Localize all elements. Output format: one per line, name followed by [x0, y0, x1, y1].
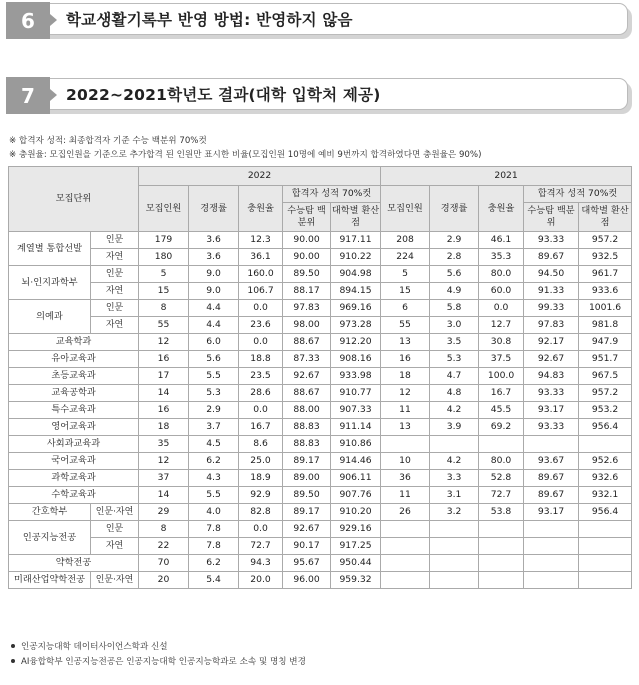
- value-cell: 967.5: [579, 368, 632, 385]
- value-cell: 46.1: [479, 232, 524, 249]
- value-cell: 94.50: [524, 266, 579, 283]
- value-cell: 20.0: [239, 572, 283, 589]
- value-cell: 37: [139, 470, 189, 487]
- value-cell: 23.5: [239, 368, 283, 385]
- value-cell: 12: [381, 385, 430, 402]
- value-cell: 18.9: [239, 470, 283, 487]
- value-cell: 16.7: [479, 385, 524, 402]
- table-row: [9, 249, 632, 266]
- value-cell: 179: [139, 232, 189, 249]
- notes: [9, 135, 481, 162]
- value-cell: 933.98: [331, 368, 381, 385]
- value-cell: 16.7: [239, 419, 283, 436]
- table-row: [9, 368, 632, 385]
- col-univ: 대학별 환산점: [331, 203, 381, 232]
- value-cell: 88.67: [283, 334, 331, 351]
- value-cell: 93.33: [524, 419, 579, 436]
- col-score-group: 합격자 성적 70%컷: [283, 186, 381, 203]
- value-cell: 20: [139, 572, 189, 589]
- note-fill-rate: ※ 충원율: 모집인원을 기준으로 추가합격 된 인원만 표시한 비율(모집인원 10명에 예비 9번까지 합격하였다면 충원율은 90%): [9, 149, 482, 160]
- value-cell: 224: [381, 249, 430, 266]
- value-cell: 92.67: [283, 368, 331, 385]
- footnote: AI융합학부 인공지능전공은 인공지능대학 인공지능학과로 소속 및 명칭 변경: [11, 655, 306, 670]
- col-suneung: 수능탐 백분위: [283, 203, 331, 232]
- value-cell: 12.7: [479, 317, 524, 334]
- value-cell: 3.1: [430, 487, 479, 504]
- value-cell: 0.0: [239, 402, 283, 419]
- section-7-header: [6, 78, 632, 112]
- value-cell: 4.8: [430, 385, 479, 402]
- value-cell: 5: [139, 266, 189, 283]
- value-cell: 917.11: [331, 232, 381, 249]
- unit-name: 의예과: [9, 300, 91, 334]
- value-cell: 89.50: [283, 487, 331, 504]
- value-cell: 5.5: [189, 368, 239, 385]
- value-cell: 951.7: [579, 351, 632, 368]
- value-cell: 72.7: [239, 538, 283, 555]
- value-cell: 11: [381, 402, 430, 419]
- value-cell: 69.2: [479, 419, 524, 436]
- value-cell: 5.6: [430, 266, 479, 283]
- value-cell: 94.3: [239, 555, 283, 572]
- value-cell: 52.8: [479, 470, 524, 487]
- value-cell: 907.76: [331, 487, 381, 504]
- value-cell: 88.67: [283, 385, 331, 402]
- value-cell: 0.0: [479, 300, 524, 317]
- value-cell: [479, 538, 524, 555]
- value-cell: 93.33: [524, 385, 579, 402]
- value-cell: 4.4: [189, 300, 239, 317]
- value-cell: 932.1: [579, 487, 632, 504]
- value-cell: 5.4: [189, 572, 239, 589]
- value-cell: 956.4: [579, 504, 632, 521]
- col-fill: 충원율: [239, 186, 283, 232]
- unit-name: 계열별 통합선발: [9, 232, 91, 266]
- bullet-icon: [11, 659, 15, 663]
- value-cell: 969.16: [331, 300, 381, 317]
- value-cell: 95.67: [283, 555, 331, 572]
- value-cell: 3.2: [430, 504, 479, 521]
- value-cell: 30.8: [479, 334, 524, 351]
- track-cell: 자연: [91, 538, 139, 555]
- value-cell: 7.8: [189, 538, 239, 555]
- value-cell: 12: [139, 453, 189, 470]
- value-cell: [479, 555, 524, 572]
- col-univ: 대학별 환산점: [579, 203, 632, 232]
- note-score: ※ 합격자 성적: 최종합격자 기준 수능 백분위 70%컷: [9, 136, 207, 146]
- value-cell: 15: [139, 283, 189, 300]
- col-fill: 충원율: [479, 186, 524, 232]
- value-cell: 4.5: [189, 436, 239, 453]
- value-cell: [579, 436, 632, 453]
- value-cell: 87.33: [283, 351, 331, 368]
- value-cell: 0.0: [239, 521, 283, 538]
- table-row: [9, 266, 632, 283]
- value-cell: 933.6: [579, 283, 632, 300]
- value-cell: 100.0: [479, 368, 524, 385]
- value-cell: 973.28: [331, 317, 381, 334]
- track-cell: 자연: [91, 249, 139, 266]
- value-cell: 0.0: [239, 300, 283, 317]
- value-cell: [381, 521, 430, 538]
- value-cell: 6.0: [189, 334, 239, 351]
- value-cell: 82.8: [239, 504, 283, 521]
- value-cell: 950.44: [331, 555, 381, 572]
- value-cell: 53.8: [479, 504, 524, 521]
- value-cell: 29: [139, 504, 189, 521]
- col-comp: 경쟁률: [430, 186, 479, 232]
- value-cell: 2.8: [430, 249, 479, 266]
- table-row: [9, 504, 632, 521]
- value-cell: 18: [381, 368, 430, 385]
- value-cell: 15: [381, 283, 430, 300]
- value-cell: 5.6: [189, 351, 239, 368]
- value-cell: 18.8: [239, 351, 283, 368]
- col-comp: 경쟁률: [189, 186, 239, 232]
- col-suneung: 수능탐 백분위: [524, 203, 579, 232]
- value-cell: 36: [381, 470, 430, 487]
- value-cell: [479, 436, 524, 453]
- value-cell: [479, 521, 524, 538]
- value-cell: 23.6: [239, 317, 283, 334]
- value-cell: 22: [139, 538, 189, 555]
- unit-name: 국어교육과: [9, 453, 139, 470]
- results-table: [8, 166, 632, 589]
- value-cell: 28.6: [239, 385, 283, 402]
- value-cell: 93.17: [524, 402, 579, 419]
- value-cell: 6.2: [189, 453, 239, 470]
- value-cell: 92.67: [524, 351, 579, 368]
- value-cell: 25.0: [239, 453, 283, 470]
- value-cell: 4.3: [189, 470, 239, 487]
- col-recruit: 모집인원: [139, 186, 189, 232]
- value-cell: 4.9: [430, 283, 479, 300]
- value-cell: 98.00: [283, 317, 331, 334]
- value-cell: [579, 521, 632, 538]
- unit-name: 수학교육과: [9, 487, 139, 504]
- unit-name: 미래산업약학전공: [9, 572, 91, 589]
- value-cell: 907.33: [331, 402, 381, 419]
- table-row: [9, 300, 632, 317]
- value-cell: 92.9: [239, 487, 283, 504]
- unit-name: 영어교육과: [9, 419, 139, 436]
- value-cell: 13: [381, 419, 430, 436]
- value-cell: 3.0: [430, 317, 479, 334]
- value-cell: 2.9: [189, 402, 239, 419]
- value-cell: [430, 555, 479, 572]
- value-cell: 9.0: [189, 266, 239, 283]
- value-cell: 26: [381, 504, 430, 521]
- value-cell: 932.5: [579, 249, 632, 266]
- value-cell: [524, 538, 579, 555]
- value-cell: 7.8: [189, 521, 239, 538]
- value-cell: 8: [139, 300, 189, 317]
- value-cell: 8: [139, 521, 189, 538]
- table-row: [9, 317, 632, 334]
- table-row: [9, 351, 632, 368]
- track-cell: 인문·자연: [91, 504, 139, 521]
- value-cell: 36.1: [239, 249, 283, 266]
- value-cell: 96.00: [283, 572, 331, 589]
- section-number: 7: [6, 77, 50, 114]
- unit-name: 사회과교육과: [9, 436, 139, 453]
- value-cell: [524, 572, 579, 589]
- value-cell: 89.00: [283, 470, 331, 487]
- table-body: [9, 232, 632, 589]
- value-cell: [381, 572, 430, 589]
- footnote: 인공지능대학 데이터사이언스학과 신설: [11, 640, 306, 655]
- value-cell: 93.67: [524, 453, 579, 470]
- value-cell: 0.0: [239, 334, 283, 351]
- table-row: [9, 419, 632, 436]
- value-cell: 88.17: [283, 283, 331, 300]
- value-cell: 88.83: [283, 419, 331, 436]
- value-cell: 947.9: [579, 334, 632, 351]
- table-row: [9, 232, 632, 249]
- value-cell: 35: [139, 436, 189, 453]
- unit-name: 교육학과: [9, 334, 139, 351]
- value-cell: 180: [139, 249, 189, 266]
- track-cell: 자연: [91, 317, 139, 334]
- table-row: [9, 453, 632, 470]
- value-cell: [479, 572, 524, 589]
- value-cell: 5: [381, 266, 430, 283]
- value-cell: 99.33: [524, 300, 579, 317]
- year-2022-header: 2022: [139, 167, 381, 186]
- value-cell: 910.20: [331, 504, 381, 521]
- value-cell: 3.9: [430, 419, 479, 436]
- value-cell: 6.2: [189, 555, 239, 572]
- value-cell: 910.86: [331, 436, 381, 453]
- track-cell: 인문: [91, 521, 139, 538]
- value-cell: 91.33: [524, 283, 579, 300]
- value-cell: 93.17: [524, 504, 579, 521]
- value-cell: [430, 538, 479, 555]
- value-cell: 89.17: [283, 453, 331, 470]
- value-cell: 90.00: [283, 249, 331, 266]
- value-cell: [381, 538, 430, 555]
- value-cell: 94.83: [524, 368, 579, 385]
- value-cell: 89.67: [524, 470, 579, 487]
- value-cell: 956.4: [579, 419, 632, 436]
- value-cell: 906.11: [331, 470, 381, 487]
- value-cell: 35.3: [479, 249, 524, 266]
- unit-name: 특수교육과: [9, 402, 139, 419]
- value-cell: 55: [139, 317, 189, 334]
- col-score-group: 합격자 성적 70%컷: [524, 186, 632, 203]
- value-cell: 3.5: [430, 334, 479, 351]
- value-cell: 981.8: [579, 317, 632, 334]
- value-cell: [430, 572, 479, 589]
- value-cell: 14: [139, 487, 189, 504]
- unit-name: 간호학부: [9, 504, 91, 521]
- value-cell: 4.7: [430, 368, 479, 385]
- value-cell: 16: [139, 351, 189, 368]
- unit-name: 유아교육과: [9, 351, 139, 368]
- section-title: 학교생활기록부 반영 방법: 반영하지 않음: [66, 11, 353, 29]
- value-cell: [381, 555, 430, 572]
- unit-header: 모집단위: [9, 167, 139, 232]
- section-6-header: [6, 3, 632, 37]
- table-row: [9, 487, 632, 504]
- unit-name: 교육공학과: [9, 385, 139, 402]
- value-cell: 55: [381, 317, 430, 334]
- value-cell: [524, 521, 579, 538]
- value-cell: 2.9: [430, 232, 479, 249]
- track-cell: 자연: [91, 283, 139, 300]
- value-cell: 45.5: [479, 402, 524, 419]
- value-cell: 917.25: [331, 538, 381, 555]
- table-row: [9, 572, 632, 589]
- value-cell: 12: [139, 334, 189, 351]
- value-cell: 17: [139, 368, 189, 385]
- value-cell: 14: [139, 385, 189, 402]
- value-cell: 18: [139, 419, 189, 436]
- value-cell: 9.0: [189, 283, 239, 300]
- value-cell: 959.32: [331, 572, 381, 589]
- value-cell: 88.83: [283, 436, 331, 453]
- value-cell: 3.7: [189, 419, 239, 436]
- year-2021-header: 2021: [381, 167, 632, 186]
- track-cell: 인문: [91, 232, 139, 249]
- table-row: [9, 334, 632, 351]
- value-cell: 97.83: [524, 317, 579, 334]
- value-cell: 908.16: [331, 351, 381, 368]
- value-cell: 8.6: [239, 436, 283, 453]
- value-cell: 4.2: [430, 453, 479, 470]
- unit-name: 인공지능전공: [9, 521, 91, 555]
- table-row: [9, 385, 632, 402]
- value-cell: 97.83: [283, 300, 331, 317]
- value-cell: 88.00: [283, 402, 331, 419]
- value-cell: [524, 555, 579, 572]
- value-cell: 961.7: [579, 266, 632, 283]
- value-cell: 6: [381, 300, 430, 317]
- value-cell: 5.5: [189, 487, 239, 504]
- value-cell: 90.00: [283, 232, 331, 249]
- value-cell: 3.3: [430, 470, 479, 487]
- value-cell: 5.3: [430, 351, 479, 368]
- value-cell: 914.46: [331, 453, 381, 470]
- value-cell: 13: [381, 334, 430, 351]
- value-cell: 16: [381, 351, 430, 368]
- value-cell: 4.2: [430, 402, 479, 419]
- table-row: [9, 470, 632, 487]
- value-cell: 4.0: [189, 504, 239, 521]
- value-cell: 3.6: [189, 249, 239, 266]
- value-cell: 92.17: [524, 334, 579, 351]
- value-cell: 10: [381, 453, 430, 470]
- value-cell: 89.67: [524, 249, 579, 266]
- col-recruit: 모집인원: [381, 186, 430, 232]
- table-row: [9, 283, 632, 300]
- value-cell: 89.17: [283, 504, 331, 521]
- value-cell: [430, 436, 479, 453]
- value-cell: 5.3: [189, 385, 239, 402]
- value-cell: 5.8: [430, 300, 479, 317]
- value-cell: 60.0: [479, 283, 524, 300]
- table-row: [9, 402, 632, 419]
- value-cell: 93.33: [524, 232, 579, 249]
- value-cell: [579, 538, 632, 555]
- table-row: [9, 521, 632, 538]
- value-cell: 957.2: [579, 232, 632, 249]
- value-cell: 912.20: [331, 334, 381, 351]
- value-cell: 910.22: [331, 249, 381, 266]
- value-cell: 208: [381, 232, 430, 249]
- track-cell: 인문: [91, 300, 139, 317]
- value-cell: 910.77: [331, 385, 381, 402]
- unit-name: 약학전공: [9, 555, 139, 572]
- value-cell: [579, 572, 632, 589]
- value-cell: [381, 436, 430, 453]
- footnotes: [11, 640, 306, 670]
- value-cell: 80.0: [479, 266, 524, 283]
- value-cell: 89.50: [283, 266, 331, 283]
- value-cell: 957.2: [579, 385, 632, 402]
- track-cell: 인문: [91, 266, 139, 283]
- value-cell: 72.7: [479, 487, 524, 504]
- table-row: [9, 555, 632, 572]
- value-cell: 11: [381, 487, 430, 504]
- value-cell: 894.15: [331, 283, 381, 300]
- value-cell: [579, 555, 632, 572]
- value-cell: 90.17: [283, 538, 331, 555]
- value-cell: 37.5: [479, 351, 524, 368]
- value-cell: 904.98: [331, 266, 381, 283]
- value-cell: 4.4: [189, 317, 239, 334]
- value-cell: 911.14: [331, 419, 381, 436]
- value-cell: 16: [139, 402, 189, 419]
- value-cell: [430, 521, 479, 538]
- value-cell: 3.6: [189, 232, 239, 249]
- value-cell: 92.67: [283, 521, 331, 538]
- value-cell: 160.0: [239, 266, 283, 283]
- track-cell: 인문·자연: [91, 572, 139, 589]
- value-cell: 932.6: [579, 470, 632, 487]
- section-title: 2022~2021학년도 결과(대학 입학처 제공): [66, 86, 381, 104]
- unit-name: 초등교육과: [9, 368, 139, 385]
- value-cell: 106.7: [239, 283, 283, 300]
- bullet-icon: [11, 644, 15, 648]
- section-number: 6: [6, 2, 50, 39]
- value-cell: 929.16: [331, 521, 381, 538]
- value-cell: 89.67: [524, 487, 579, 504]
- unit-name: 과학교육과: [9, 470, 139, 487]
- value-cell: 1001.6: [579, 300, 632, 317]
- value-cell: 12.3: [239, 232, 283, 249]
- value-cell: 953.2: [579, 402, 632, 419]
- value-cell: 80.0: [479, 453, 524, 470]
- value-cell: 952.6: [579, 453, 632, 470]
- value-cell: [524, 436, 579, 453]
- value-cell: 70: [139, 555, 189, 572]
- table-row: [9, 436, 632, 453]
- table-row: [9, 538, 632, 555]
- unit-name: 뇌·인지과학부: [9, 266, 91, 300]
